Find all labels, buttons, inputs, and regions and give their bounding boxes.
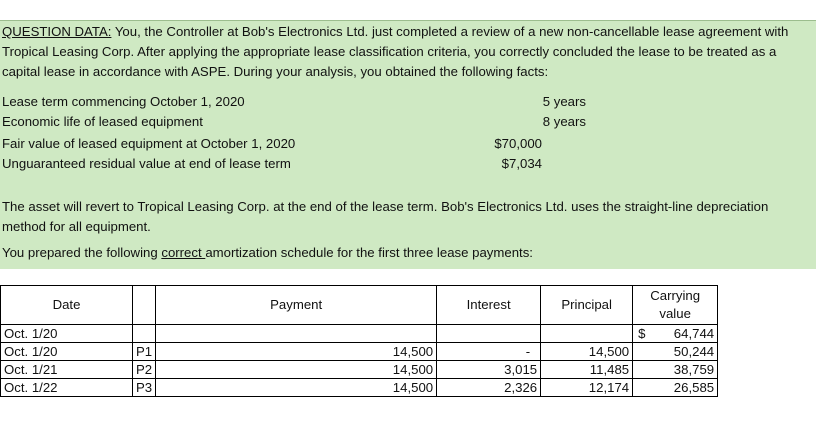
schedule-intro — [2, 243, 814, 263]
schedule-intro-text: You prepared the following — [2, 245, 162, 260]
intro-text — [2, 22, 814, 82]
fact-label: Economic life of leased equipment — [2, 114, 203, 129]
fact-value: $7,034 — [501, 156, 542, 171]
row-principal: 14,500 — [541, 343, 633, 361]
col-interest-header: Interest — [437, 286, 541, 325]
col-carrying-header: Carrying value — [633, 286, 718, 325]
row-carrying-value: 64,744 — [673, 326, 715, 341]
row-payment — [156, 325, 437, 343]
table-row — [1, 379, 718, 397]
row-date: Oct. 1/22 — [1, 379, 133, 397]
fact-label: Lease term commencing October 1, 2020 — [2, 94, 245, 109]
row-carrying-value: 38,759 — [673, 362, 715, 377]
row-principal: 12,174 — [541, 379, 633, 397]
col-date-header: Date — [1, 286, 133, 325]
schedule-intro-underlined: correct — [161, 245, 206, 260]
fact-value: 5 years — [542, 94, 586, 109]
row-carrying — [633, 361, 718, 379]
fact-value: 8 years — [542, 114, 586, 129]
row-date: Oct. 1/20 — [1, 325, 133, 343]
col-principal-header: Principal — [541, 286, 633, 325]
row-payment-no: P3 — [133, 379, 156, 397]
intro-body: You, the Controller at Bob's Electronics Ltd. just completed a review of a new non-cancellable lease agreement with Tropical Leasing Corp. After applying the appropriate lease classification criteria, you correctly concluded the lease to be treated as a capital lease in accordance with ASPE. During your analysis, you obtained the following facts: — [2, 24, 789, 79]
row-principal: 11,485 — [541, 361, 633, 379]
row-interest — [437, 325, 541, 343]
table-row — [1, 361, 718, 379]
table-row — [1, 325, 718, 343]
row-carrying-value: 26,585 — [673, 380, 715, 395]
row-principal — [541, 325, 633, 343]
row-payment-no: P1 — [133, 343, 156, 361]
row-date: Oct. 1/21 — [1, 361, 133, 379]
question-heading: QUESTION DATA: — [2, 24, 112, 39]
col-payment-header: Payment — [156, 286, 437, 325]
fact-label: Unguaranteed residual value at end of lease term — [2, 156, 291, 171]
row-payment-no — [133, 325, 156, 343]
row-carrying-value: 50,244 — [673, 344, 715, 359]
row-interest: 2,326 — [437, 379, 541, 397]
amortization-schedule — [0, 285, 718, 397]
table-header-row — [1, 286, 718, 325]
col-payment-no-header — [133, 286, 156, 325]
row-carrying — [633, 325, 718, 343]
currency-symbol: $ — [638, 326, 646, 341]
fact-value: $70,000 — [494, 136, 542, 151]
row-interest: 3,015 — [437, 361, 541, 379]
schedule-intro-text: amortization schedule for the first three lease payments: — [205, 245, 533, 260]
row-interest: - — [437, 343, 541, 361]
row-date: Oct. 1/20 — [1, 343, 133, 361]
row-payment-no: P2 — [133, 361, 156, 379]
row-payment: 14,500 — [156, 343, 437, 361]
table-row — [1, 343, 718, 361]
fact-label: Fair value of leased equipment at October 1, 2020 — [2, 136, 296, 151]
row-carrying — [633, 379, 718, 397]
row-payment: 14,500 — [156, 361, 437, 379]
row-carrying — [633, 343, 718, 361]
row-payment: 14,500 — [156, 379, 437, 397]
reversion-paragraph: The asset will revert to Tropical Leasing Corp. at the end of the lease term. Bob's Electronics Ltd. uses the straight-line depreciation method for all equipment. — [2, 199, 769, 234]
